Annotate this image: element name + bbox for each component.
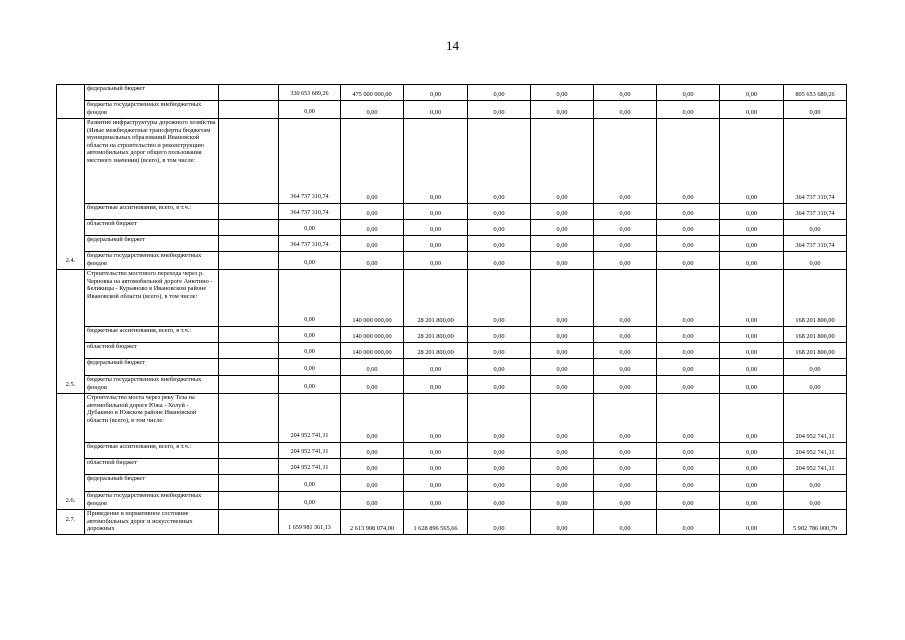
value-cell: 0,00 xyxy=(657,119,720,204)
value-cell: 0,00 xyxy=(594,376,657,394)
empty-cell xyxy=(219,459,279,475)
table-row xyxy=(57,475,847,492)
value-cell: 0,00 xyxy=(720,459,784,475)
value-cell: 0,00 xyxy=(468,475,531,492)
value-cell: 0,00 xyxy=(720,492,784,510)
value-cell: 0,00 xyxy=(594,394,657,443)
empty-cell xyxy=(219,475,279,492)
value-cell: 0,00 xyxy=(594,220,657,236)
value-cell: 0,00 xyxy=(657,236,720,252)
row-label-cell: бюджеты государственных внебюджетных фондов xyxy=(85,376,219,394)
value-cell: 0,00 xyxy=(468,270,531,327)
value-cell: 0,00 xyxy=(657,510,720,535)
value-cell: 0,00 xyxy=(279,252,341,270)
item-number-cell: 2.6. xyxy=(57,394,85,510)
value-cell: 0,00 xyxy=(594,85,657,101)
table-row xyxy=(57,252,847,270)
value-cell: 0,00 xyxy=(531,443,594,459)
value-cell: 0,00 xyxy=(720,475,784,492)
value-cell: 0,00 xyxy=(531,359,594,376)
row-label-cell: бюджетные ассигнования, всего, в т.ч.: xyxy=(85,327,219,343)
value-cell: 0,00 xyxy=(279,343,341,359)
value-cell: 0,00 xyxy=(468,492,531,510)
empty-cell xyxy=(219,394,279,443)
value-cell: 0,00 xyxy=(720,343,784,359)
value-cell: 0,00 xyxy=(657,443,720,459)
value-cell: 0,00 xyxy=(594,359,657,376)
empty-cell xyxy=(219,220,279,236)
empty-cell xyxy=(219,510,279,535)
value-cell: 0,00 xyxy=(784,376,847,394)
value-cell: 0,00 xyxy=(531,327,594,343)
value-cell: 0,00 xyxy=(531,204,594,220)
table-row xyxy=(57,119,847,204)
value-cell: 0,00 xyxy=(341,101,404,119)
value-cell: 0,00 xyxy=(720,101,784,119)
value-cell: 0,00 xyxy=(468,220,531,236)
value-cell: 0,00 xyxy=(341,220,404,236)
value-cell: 0,00 xyxy=(784,101,847,119)
table-row xyxy=(57,492,847,510)
value-cell: 0,00 xyxy=(657,475,720,492)
value-cell: 5 902 786 000,79 xyxy=(784,510,847,535)
value-cell: 475 000 000,00 xyxy=(341,85,404,101)
value-cell: 0,00 xyxy=(531,270,594,327)
value-cell: 168 201 800,00 xyxy=(784,343,847,359)
value-cell: 140 000 000,00 xyxy=(341,343,404,359)
row-label-cell: бюджеты государственных внебюджетных фондов xyxy=(85,492,219,510)
table-row xyxy=(57,236,847,252)
value-cell: 28 201 800,00 xyxy=(404,327,468,343)
value-cell: 0,00 xyxy=(531,85,594,101)
value-cell: 0,00 xyxy=(594,459,657,475)
value-cell: 0,00 xyxy=(720,394,784,443)
table-row xyxy=(57,101,847,119)
row-label-cell: федеральный бюджет xyxy=(85,359,219,376)
budget-table xyxy=(56,84,847,535)
value-cell: 0,00 xyxy=(279,359,341,376)
value-cell: 364 737 310,74 xyxy=(784,204,847,220)
value-cell: 0,00 xyxy=(657,252,720,270)
value-cell: 28 201 800,00 xyxy=(404,270,468,327)
value-cell: 204 952 741,11 xyxy=(279,443,341,459)
value-cell: 0,00 xyxy=(341,236,404,252)
value-cell: 0,00 xyxy=(279,220,341,236)
empty-cell xyxy=(219,359,279,376)
row-label-cell: бюджеты государственных внебюджетных фондов xyxy=(85,252,219,270)
value-cell: 0,00 xyxy=(594,252,657,270)
row-label-cell: бюджетные ассигнования, всего, в т.ч.: xyxy=(85,204,219,220)
value-cell: 204 952 741,11 xyxy=(784,459,847,475)
value-cell: 0,00 xyxy=(404,119,468,204)
value-cell: 0,00 xyxy=(341,492,404,510)
value-cell: 0,00 xyxy=(341,475,404,492)
value-cell: 28 201 800,00 xyxy=(404,343,468,359)
value-cell: 0,00 xyxy=(531,492,594,510)
value-cell: 2 613 908 074,00 xyxy=(341,510,404,535)
value-cell: 364 737 310,74 xyxy=(784,236,847,252)
value-cell: 0,00 xyxy=(404,459,468,475)
value-cell: 204 952 741,11 xyxy=(784,443,847,459)
value-cell: 0,00 xyxy=(720,359,784,376)
empty-cell xyxy=(219,236,279,252)
row-label-cell: Строительство моста через реку Теза на автомобильной дороге Южа - Холуй - Дубакино в Южском районе Ивановской области (всего), в том числе: xyxy=(85,394,219,443)
value-cell: 140 000 000,00 xyxy=(341,327,404,343)
value-cell: 0,00 xyxy=(594,492,657,510)
table-row xyxy=(57,443,847,459)
value-cell: 364 737 310,74 xyxy=(784,119,847,204)
value-cell: 0,00 xyxy=(468,376,531,394)
value-cell: 0,00 xyxy=(531,101,594,119)
value-cell: 0,00 xyxy=(404,252,468,270)
value-cell: 0,00 xyxy=(468,252,531,270)
value-cell: 1 628 896 565,66 xyxy=(404,510,468,535)
value-cell: 0,00 xyxy=(531,220,594,236)
value-cell: 0,00 xyxy=(468,343,531,359)
value-cell: 0,00 xyxy=(279,327,341,343)
value-cell: 0,00 xyxy=(720,119,784,204)
row-label-cell: бюджетные ассигнования, всего, в т.ч.: xyxy=(85,443,219,459)
empty-cell xyxy=(219,343,279,359)
row-label-cell: Приведение в нормативное состояние автомобильных дорог и искусственных дорожных xyxy=(85,510,219,535)
value-cell: 0,00 xyxy=(341,119,404,204)
table-row xyxy=(57,510,847,535)
value-cell: 0,00 xyxy=(468,204,531,220)
value-cell: 0,00 xyxy=(594,475,657,492)
value-cell: 0,00 xyxy=(341,443,404,459)
value-cell: 0,00 xyxy=(468,327,531,343)
value-cell: 0,00 xyxy=(657,85,720,101)
value-cell: 0,00 xyxy=(531,475,594,492)
value-cell: 0,00 xyxy=(341,359,404,376)
value-cell: 364 737 310,74 xyxy=(279,119,341,204)
value-cell: 364 737 310,74 xyxy=(279,204,341,220)
table-row xyxy=(57,270,847,327)
table-row xyxy=(57,376,847,394)
value-cell: 0,00 xyxy=(720,510,784,535)
table-row xyxy=(57,394,847,443)
value-cell: 0,00 xyxy=(531,394,594,443)
value-cell: 0,00 xyxy=(657,376,720,394)
value-cell: 0,00 xyxy=(720,376,784,394)
value-cell: 1 659 981 361,13 xyxy=(279,510,341,535)
empty-cell xyxy=(219,119,279,204)
row-label-cell: областной бюджет xyxy=(85,459,219,475)
value-cell: 0,00 xyxy=(531,252,594,270)
value-cell: 0,00 xyxy=(279,376,341,394)
value-cell: 0,00 xyxy=(404,376,468,394)
value-cell: 0,00 xyxy=(784,492,847,510)
value-cell: 0,00 xyxy=(468,359,531,376)
value-cell: 0,00 xyxy=(594,327,657,343)
value-cell: 0,00 xyxy=(341,204,404,220)
table-row xyxy=(57,220,847,236)
value-cell: 0,00 xyxy=(594,343,657,359)
value-cell: 0,00 xyxy=(468,443,531,459)
value-cell: 0,00 xyxy=(404,394,468,443)
empty-cell xyxy=(219,492,279,510)
value-cell: 0,00 xyxy=(657,327,720,343)
value-cell: 204 952 741,11 xyxy=(784,394,847,443)
empty-cell xyxy=(219,270,279,327)
value-cell: 0,00 xyxy=(720,270,784,327)
value-cell: 0,00 xyxy=(404,204,468,220)
value-cell: 0,00 xyxy=(531,236,594,252)
value-cell: 0,00 xyxy=(594,270,657,327)
row-label-cell: Строительство мостового перехода через р. Черновка на автомобильной дороге Анютино - Беликицы - Курьяново в Ивановском районе Ивановской области (всего), в том числе: xyxy=(85,270,219,327)
value-cell: 0,00 xyxy=(784,252,847,270)
value-cell: 0,00 xyxy=(720,236,784,252)
value-cell: 0,00 xyxy=(657,270,720,327)
value-cell: 0,00 xyxy=(279,270,341,327)
row-label-cell: бюджеты государственных внебюджетных фондов xyxy=(85,101,219,119)
value-cell: 0,00 xyxy=(720,327,784,343)
value-cell: 805 653 689,26 xyxy=(784,85,847,101)
value-cell: 0,00 xyxy=(784,359,847,376)
value-cell: 0,00 xyxy=(531,119,594,204)
empty-cell xyxy=(219,101,279,119)
value-cell: 0,00 xyxy=(531,376,594,394)
item-number-cell: 2.7. xyxy=(57,510,85,535)
value-cell: 0,00 xyxy=(468,101,531,119)
table-row xyxy=(57,204,847,220)
value-cell: 0,00 xyxy=(594,119,657,204)
value-cell: 0,00 xyxy=(341,376,404,394)
value-cell: 0,00 xyxy=(531,343,594,359)
page-number: 14 xyxy=(446,38,459,53)
empty-cell xyxy=(219,376,279,394)
value-cell: 0,00 xyxy=(657,394,720,443)
value-cell: 140 000 000,00 xyxy=(341,270,404,327)
value-cell: 0,00 xyxy=(657,492,720,510)
value-cell: 0,00 xyxy=(720,220,784,236)
value-cell: 0,00 xyxy=(404,443,468,459)
empty-cell xyxy=(219,204,279,220)
value-cell: 0,00 xyxy=(720,443,784,459)
value-cell: 0,00 xyxy=(341,252,404,270)
value-cell: 0,00 xyxy=(657,204,720,220)
row-label-cell: областной бюджет xyxy=(85,343,219,359)
table-row xyxy=(57,343,847,359)
empty-cell xyxy=(219,443,279,459)
value-cell: 0,00 xyxy=(784,475,847,492)
value-cell: 0,00 xyxy=(594,204,657,220)
row-label-cell: федеральный бюджет xyxy=(85,236,219,252)
value-cell: 0,00 xyxy=(404,85,468,101)
table-row xyxy=(57,459,847,475)
value-cell: 0,00 xyxy=(594,101,657,119)
row-label-cell: областной бюджет xyxy=(85,220,219,236)
row-label-cell: федеральный бюджет xyxy=(85,85,219,101)
value-cell: 0,00 xyxy=(404,236,468,252)
value-cell: 0,00 xyxy=(279,475,341,492)
value-cell: 0,00 xyxy=(404,475,468,492)
value-cell: 0,00 xyxy=(531,459,594,475)
value-cell: 0,00 xyxy=(720,85,784,101)
value-cell: 0,00 xyxy=(720,252,784,270)
value-cell: 0,00 xyxy=(404,492,468,510)
value-cell: 330 653 689,26 xyxy=(279,85,341,101)
row-label-cell: федеральный бюджет xyxy=(85,475,219,492)
value-cell: 364 737 310,74 xyxy=(279,236,341,252)
value-cell: 0,00 xyxy=(341,459,404,475)
empty-cell xyxy=(219,252,279,270)
item-number-cell: 2.4. xyxy=(57,119,85,270)
value-cell: 0,00 xyxy=(468,236,531,252)
value-cell: 0,00 xyxy=(594,443,657,459)
table-row xyxy=(57,85,847,101)
value-cell: 0,00 xyxy=(404,101,468,119)
value-cell: 204 952 741,11 xyxy=(279,459,341,475)
value-cell: 0,00 xyxy=(531,510,594,535)
value-cell: 0,00 xyxy=(657,343,720,359)
value-cell: 0,00 xyxy=(468,459,531,475)
empty-cell xyxy=(219,327,279,343)
value-cell: 0,00 xyxy=(279,492,341,510)
value-cell: 0,00 xyxy=(468,510,531,535)
value-cell: 0,00 xyxy=(784,220,847,236)
value-cell: 168 201 800,00 xyxy=(784,270,847,327)
value-cell: 0,00 xyxy=(404,359,468,376)
item-number-cell: 2.5. xyxy=(57,270,85,394)
value-cell: 168 201 800,00 xyxy=(784,327,847,343)
value-cell: 0,00 xyxy=(720,204,784,220)
table-row xyxy=(57,359,847,376)
value-cell: 0,00 xyxy=(657,101,720,119)
value-cell: 0,00 xyxy=(279,101,341,119)
value-cell: 204 952 741,11 xyxy=(279,394,341,443)
value-cell: 0,00 xyxy=(468,119,531,204)
empty-cell xyxy=(219,85,279,101)
row-label-cell: Развитие инфраструктуры дорожного хозяйства (Иные межбюджетные трансферты бюджетам муниципальных образований Ивановской области на строительство и реконструкцию автомобильных дорог общего пользования местного значения) (всего), в том числе: xyxy=(85,119,219,204)
value-cell: 0,00 xyxy=(657,459,720,475)
item-number-cell xyxy=(57,85,85,119)
value-cell: 0,00 xyxy=(341,394,404,443)
value-cell: 0,00 xyxy=(657,220,720,236)
value-cell: 0,00 xyxy=(594,236,657,252)
value-cell: 0,00 xyxy=(404,220,468,236)
value-cell: 0,00 xyxy=(657,359,720,376)
table-row xyxy=(57,327,847,343)
value-cell: 0,00 xyxy=(468,85,531,101)
value-cell: 0,00 xyxy=(594,510,657,535)
value-cell: 0,00 xyxy=(468,394,531,443)
